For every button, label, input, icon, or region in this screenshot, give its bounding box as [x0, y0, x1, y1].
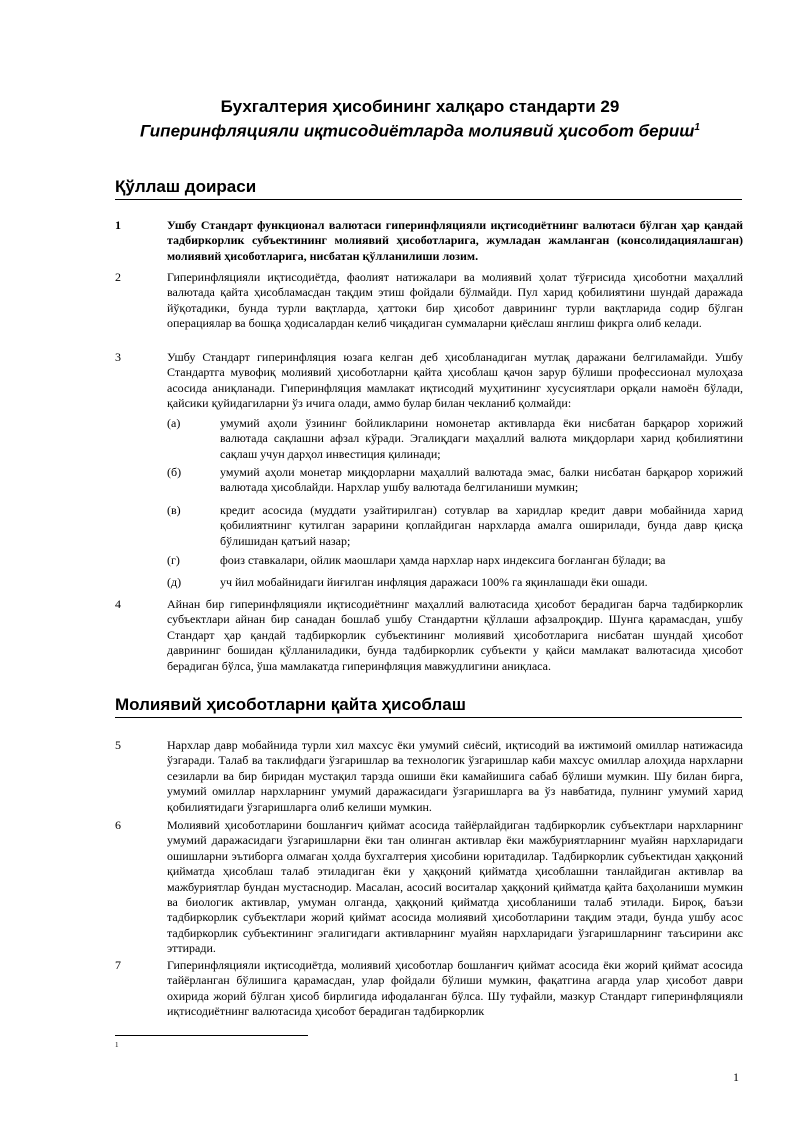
list-item-text: умумий аҳоли монетар миқдорларни маҳаллий валютада эмас, балки нисбатан барқарор хорижий валютада ҳисоблайди. Нархлар ушбу валютада белгиланиши мумкин; — [220, 465, 743, 495]
paragraph-number: 3 — [115, 350, 121, 364]
list-item-text: уч йил мобайнидаги йиғилган инфляция даражаси 100% га яқинлашади ёки ошади. — [220, 575, 648, 589]
paragraph-6 — [115, 818, 743, 957]
list-item-b — [167, 465, 743, 496]
paragraph-number: 1 — [115, 218, 121, 232]
paragraph-4 — [115, 597, 743, 674]
list-item-e — [167, 575, 743, 590]
list-item-c — [167, 503, 743, 549]
document-title — [115, 96, 725, 142]
list-item-text: кредит асосида (муддати узайтирилган) сотувлар ва харидлар кредит даври мобайнида харид қобилиятнинг кутилган зарарини қоплайдиган нархларда амалга оширилади, бунда давр қисқа бўлишидан қатъий назар; — [220, 503, 743, 548]
standard-subtitle: Гиперинфляцияли иқтисодиётларда молиявий ҳисобот бериш$^1$ — [140, 121, 700, 141]
page-number: 1 — [733, 1070, 739, 1084]
paragraph-3 — [115, 350, 743, 412]
paragraph-5 — [115, 738, 743, 815]
list-item-a — [167, 416, 743, 462]
paragraph-text: Ушбу Стандарт функционал валютаси гиперинфляцияли иқтисодиётнинг валютаси бўлган ҳар қандай тадбиркорлик субъектининг молиявий ҳисоботларига, жумладан жамланган (консолидациялашган) молиявий ҳисоботларига, нисбатан қўлланилиши лозим. — [167, 218, 743, 263]
list-item-label: (д) — [167, 575, 182, 589]
paragraph-text: Молиявий ҳисоботларини бошланғич қиймат асосида тайёрлайдиган тадбиркорлик субъектлари нархларнинг умумий даражасидаги ўзгаришларни ёки тан олинган активлар ёки мажбуриятларнинг муайян нархларидаги ошишларни эътиборга олмаган ҳолда бухгалтерия ҳисобини юритадилар. Тадбиркорлик субъектидан ҳаққоний қийматда ҳисоблаш талаб этиладиган ёки у ҳаққоний қийматда ҳисоблашни танлайдиган активлар ва мажбуриятлар бундан мустаснодир. Масалан, асосий воситалар ҳаққоний қийматда қайта баҳоланиши мумкин ва биологик активлар, умуман олганда, ҳаққоний қийматда ҳисобланиши талаб этилади. Бироқ, баъзи тадбиркорлик субъектлари жорий қиймат асосида молиявий ҳисоботларини тақдим этади, бунда ушбу асос тадбиркорлик субъектининг эгалигидаги активларнинг муайян нархларидаги ўзгаришларнинг таъсирини акс эттиради. — [167, 818, 743, 956]
paragraph-text: Ушбу Стандарт гиперинфляция юзага келган деб ҳисобланадиган мутлақ даражани белгиламайди. Ушбу Стандартга мувофиқ молиявий ҳисоботларни қайта ҳисоблаш қачон зарур бўлиши профессионал мулоҳаза асосида аниқланади. Гиперинфляция мамлакат иқтисодий муҳитининг хусусиятлари орқали намоён бўлади, қайсики қуйидагиларни ўз ичига олади, аммо булар билан чекланиб қолмайди: — [167, 350, 743, 411]
section-heading-restatement: Молиявий ҳисоботларни қайта ҳисоблаш — [115, 695, 742, 718]
list-item-label: (а) — [167, 416, 181, 430]
paragraph-number: 2 — [115, 270, 121, 284]
list-item-text: фоиз ставкалари, ойлик маошлари ҳамда нархлар нарх индексига боғланган бўлади; ва — [220, 553, 666, 567]
footnote-mark: 1 — [115, 1041, 119, 1049]
paragraph-7 — [115, 958, 743, 1020]
paragraph-text: Нархлар давр мобайнида турли хил махсус ёки умумий сиёсий, иқтисодий ва ижтимоий омиллар натижасида ўзгаради. Талаб ва таклифдаги ўзгаришлар ва технологик ўзгаришлар каби махсус омиллар алоҳида нархларни сезиларли ва бир биридан мустақил тарзда ошиши ёки камайишига сабаб бўлиши мумкин. Шу билан бирга, умумий омиллар нархларнинг умумий даражасидаги ўзгаришларга ва ўз навбатида, пулнинг умумий харид қобилиятидаги ўзгаришларга олиб келиши мумкин. — [167, 738, 743, 814]
section-heading-scope: Қўллаш доираси — [115, 177, 742, 200]
paragraph-1 — [115, 218, 743, 264]
paragraph-number: 6 — [115, 818, 121, 832]
paragraph-number: 7 — [115, 958, 121, 972]
paragraph-2 — [115, 270, 743, 332]
paragraph-text: Гиперинфляцияли иқтисодиётда, молиявий ҳисоботлар бошланғич қиймат асосида ёки жорий қиймат асосида тайёрланган бўлишига қарамасдан, улар фойдали бўлиши мумкин, фақатгина агарда улар ҳисобот даври охирида жорий бўлган ҳисоб бирлигида ифодаланган бўлса. Шу туфайли, мазкур Стандарт гиперинфляцияли иқтисодиётнинг валютасида ҳисобот берадиган тадбиркорлик — [167, 958, 743, 1019]
list-item-label: (б) — [167, 465, 182, 479]
footnote-separator — [115, 1035, 308, 1036]
paragraph-text: Айнан бир гиперинфляцияли иқтисодиётнинг маҳаллий валютасида ҳисобот берадиган барча тадбиркорлик субъектлари айнан бир санадан бошлаб ушбу Стандартни қўллаши афзалроқдир. Шунга қарамасдан, ушбу Стандарт ҳар қандай тадбиркорлик субъектининг молиявий ҳисоботларига нисбатан шундай ҳисобот даврининг бошидан қўлланиладики, бунда тадбиркорлик субъекти у қайси мамлакат валютасида ҳисобот берадиган бўлса, ўша мамлакатда гиперинфляция мавжудлигини аниқласа. — [167, 597, 743, 673]
paragraph-number: 5 — [115, 738, 121, 752]
list-item-label: (в) — [167, 503, 181, 517]
list-item-text: умумий аҳоли ўзининг бойликларини номонетар активларда ёки нисбатан барқарор хорижий валютада сақлашни афзал кўради. Эгалиқдаги маҳаллий валюта миқдорлари харид қобилиятини сақлаш учун дарҳол инвестиция қилинади; — [220, 416, 743, 461]
paragraph-number: 4 — [115, 597, 121, 611]
list-item-d — [167, 553, 743, 568]
standard-title: Бухгалтерия ҳисобининг халқаро стандарти 29 — [220, 97, 620, 116]
paragraph-text: Гиперинфляцияли иқтисодиётда, фаолият натижалари ва молиявий ҳолат тўғрисида ҳисоботни маҳаллий валютада қайта ҳисобламасдан тақдим этиш фойдали бўлмайди. Пул харид қобилиятини шундай даражада йўқотадики, бунда турли вақтларда, ҳаттоки бир ҳисобот даврининг турли вақтларида содир бўлган операциялар ва бошқа ҳодисалардан келиб чиқадиган суммаларни қиёслаш янглиш фикрга олиб келади. — [167, 270, 743, 331]
footnote-reference: 1 — [694, 122, 700, 133]
list-item-label: (г) — [167, 553, 180, 567]
